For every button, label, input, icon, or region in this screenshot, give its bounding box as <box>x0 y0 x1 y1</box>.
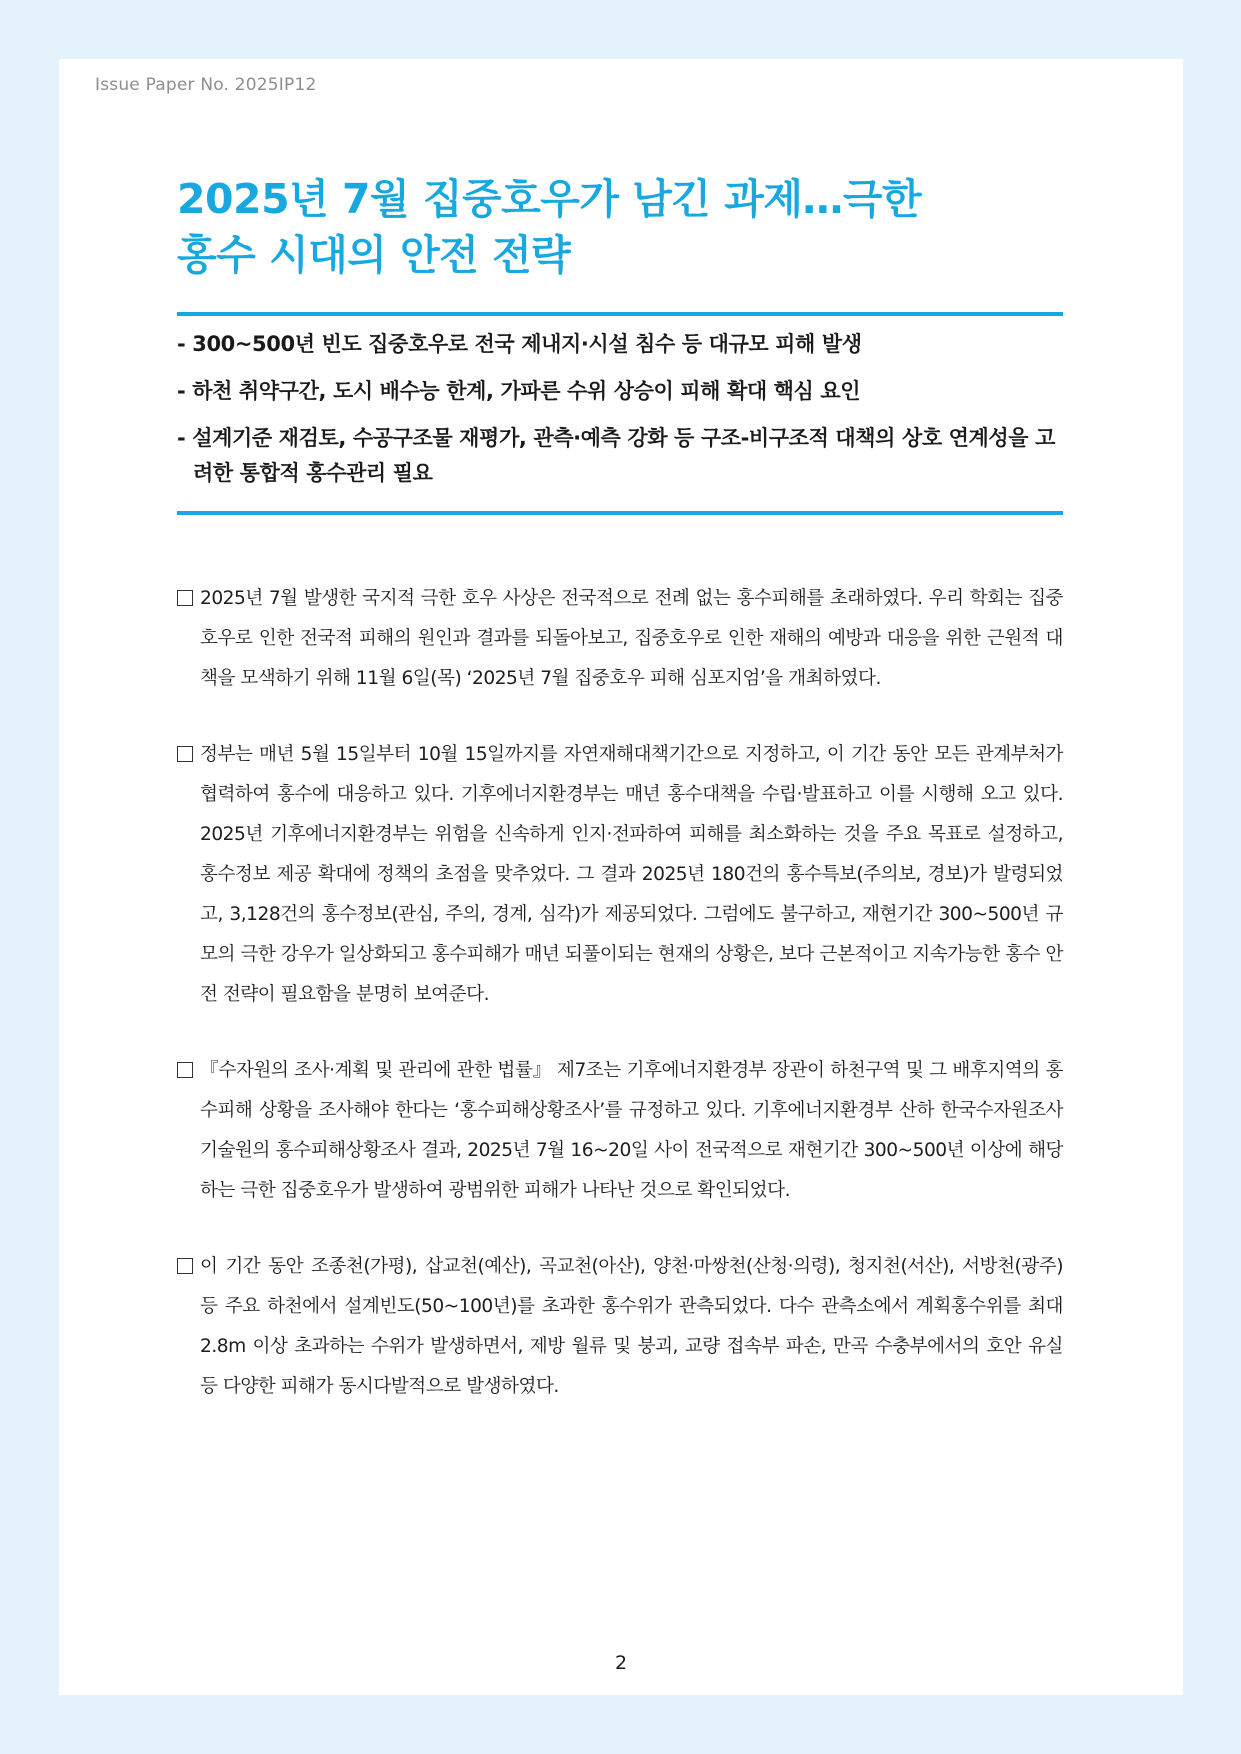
page-number: 2 <box>614 1652 628 1674</box>
paragraph-text: 『수자원의 조사·계획 및 관리에 관한 법률』 제7조는 기후에너지환경부 장관이 하천구역 및 그 배후지역의 홍수피해 상황을 조사해야 한다는 ‘홍수피해상황조사’를 규정하고 있다. 기후에너지환경부 산하 한국수자원조사기술원의 홍수피해상황조사 결과, 2025년 7월 16~20일 사이 전국적으로 재현기간 300~500년 이상에 해당하는 극한 집중호우가 발생하여 광범위한 피해가 나타난 것으로 확인되었다. <box>200 1060 1063 1201</box>
checkbox-bullet-icon <box>177 1258 193 1274</box>
paragraph <box>177 1051 1063 1211</box>
checkbox-bullet-icon <box>177 1062 193 1078</box>
summary-item: - 설계기준 재검토, 수공구조물 재평가, 관측·예측 강화 등 구조-비구조적 대책의 상호 연계성을 고려한 통합적 홍수관리 필요 <box>177 426 1055 485</box>
title-line-1: 2025년 7월 집중호우가 남긴 과제…극한 <box>177 175 922 223</box>
summary-bottom-divider <box>177 511 1063 515</box>
checkbox-bullet-icon <box>177 746 193 762</box>
document-page <box>59 59 1183 1695</box>
paragraph-text: 2025년 7월 발생한 국지적 극한 호우 사상은 전국적으로 전례 없는 홍수피해를 초래하였다. 우리 학회는 집중호우로 인한 전국적 피해의 원인과 결과를 되돌아보고, 집중호우로 인한 재해의 예방과 대응을 위한 근원적 대책을 모색하기 위해 11월 6일(목) ‘2025년 7월 집중호우 피해 심포지엄’을 개최하였다. <box>200 588 1063 689</box>
title-line-2: 홍수 시대의 안전 전략 <box>177 231 571 279</box>
body-text <box>177 579 1063 1443</box>
paragraph <box>177 579 1063 699</box>
page-title <box>177 171 1037 283</box>
paragraph <box>177 1247 1063 1407</box>
issue-number: Issue Paper No. 2025IP12 <box>95 75 317 95</box>
paragraph-text: 정부는 매년 5월 15일부터 10월 15일까지를 자연재해대책기간으로 지정하고, 이 기간 동안 모든 관계부처가 협력하여 홍수에 대응하고 있다. 기후에너지환경부는 매년 홍수대책을 수립·발표하고 이를 시행해 오고 있다. 2025년 기후에너지환경부는 위험을 신속하게 인지·전파하여 피해를 최소화하는 것을 주요 목표로 설정하고, 홍수정보 제공 확대에 정책의 초점을 맞추었다. 그 결과 2025년 180건의 홍수특보(주의보, 경보)가 발령되었고, 3,128건의 홍수정보(관심, 주의, 경계, 심각)가 제공되었다. 그럼에도 불구하고, 재현기간 300~500년 규모의 극한 강우가 일상화되고 홍수피해가 매년 되풀이되는 현재의 상황은, 보다 근본적이고 지속가능한 홍수 안전 전략이 필요함을 분명히 보여준다. <box>200 744 1063 1005</box>
summary-item: - 하천 취약구간, 도시 배수능 한계, 가파른 수위 상승이 피해 확대 핵심 요인 <box>177 379 861 403</box>
summary-item: - 300~500년 빈도 집중호우로 전국 제내지·시설 침수 등 대규모 피해 발생 <box>177 332 862 356</box>
paragraph-text: 이 기간 동안 조종천(가평), 삽교천(예산), 곡교천(아산), 양천·마쌍천(산청·의령), 청지천(서산), 서방천(광주) 등 주요 하천에서 설계빈도(50~100년)를 초과한 홍수위가 관측되었다. 다수 관측소에서 계획홍수위를 최대 2.8m 이상 초과하는 수위가 발생하면서, 제방 월류 및 붕괴, 교량 접속부 파손, 만곡 수충부에서의 호안 유실 등 다양한 피해가 동시다발적으로 발생하였다. <box>200 1256 1063 1397</box>
checkbox-bullet-icon <box>177 590 193 606</box>
summary-top-divider <box>177 312 1063 316</box>
summary-list <box>177 327 1067 503</box>
paragraph <box>177 735 1063 1015</box>
